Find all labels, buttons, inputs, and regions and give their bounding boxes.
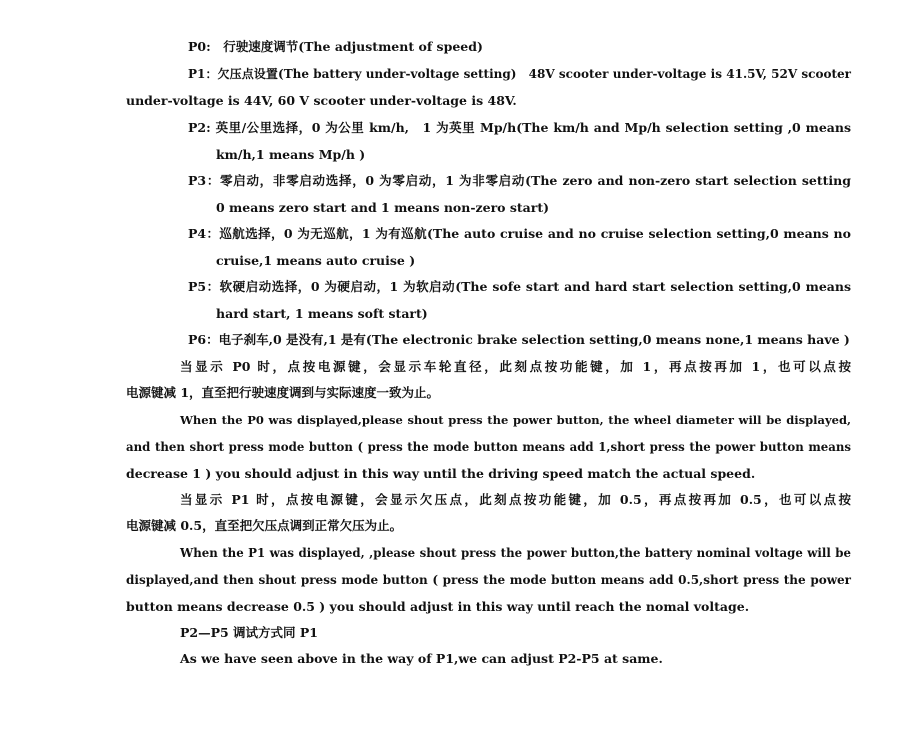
p1-cn-line2: 电源键减 0.5，直至把欠压点调到正常欠压为止。: [126, 518, 403, 533]
param-p5-line2: hard start, 1 means soft start): [216, 306, 428, 321]
param-p0: P0: 行驶速度调节(The adjustment of speed): [188, 39, 483, 54]
param-p1-line2: under-voltage is 44V, 60 V scooter under-voltage is 48V.: [126, 93, 517, 108]
param-p3-line1: P3：零启动，非零启动选择，0 为零启动，1 为非零启动(The zero and non-zero start selection setting: [188, 173, 851, 188]
p0-en-line3: decrease 1 ) you should adjust in this way until the driving speed match the actual speed.: [126, 466, 756, 481]
p1-cn-line1: 当显示 P1 时，点按电源键，会显示欠压点，此刻点按功能键，加 0.5，再点按再加 0.5，也可以点按: [180, 492, 851, 507]
param-p1-line1: P1：欠压点设置(The battery under-voltage setting) 48V scooter under-voltage is 41.5V, 52V scooter: [188, 67, 851, 81]
p0-cn-line2: 电源键减 1，直至把行驶速度调到与实际速度一致为止。: [126, 385, 440, 400]
p0-en-line2: and then short press mode button ( press the mode button means add 1,short press the power button means: [126, 440, 851, 454]
param-p2-line2: km/h,1 means Mp/h ): [216, 147, 366, 162]
p1-en-line2: displayed,and then shout press mode button ( press the mode button means add 0.5,short press the power: [126, 573, 851, 587]
p2-p5-en: As we have seen above in the way of P1,we can adjust P2-P5 at same.: [180, 651, 663, 666]
param-p6: P6：电子刹车,0 是没有,1 是有(The electronic brake selection setting,0 means none,1 means have ): [188, 332, 850, 347]
p2-p5-cn: P2—P5 调试方式同 P1: [180, 625, 318, 640]
param-p3-line2: 0 means zero start and 1 means non-zero start): [216, 200, 550, 215]
p1-en-line3: button means decrease 0.5 ) you should adjust in this way until reach the nomal voltage.: [126, 599, 750, 614]
p0-en-line1: When the P0 was displayed,please shout press the power button, the wheel diameter will be displayed,: [180, 413, 851, 427]
param-p4-line2: cruise,1 means auto cruise ): [216, 253, 416, 268]
param-p2-line1: P2: 英里/公里选择，0 为公里 km/h, 1 为英里 Mp/h(The km/h and Mp/h selection setting ,0 means: [188, 120, 851, 135]
p1-en-line1: When the P1 was displayed, ,please shout press the power button,the battery nominal voltage will be: [180, 546, 851, 560]
param-p5-line1: P5：软硬启动选择，0 为硬启动，1 为软启动(The sofe start and hard start selection setting,0 means: [188, 279, 851, 294]
param-p4-line1: P4：巡航选择，0 为无巡航，1 为有巡航(The auto cruise and no cruise selection setting,0 means no: [188, 226, 851, 241]
p0-cn-line1: 当显示 P0 时，点按电源键，会显示车轮直径，此刻点按功能键，加 1，再点按再加 1，也可以点按: [180, 359, 851, 374]
